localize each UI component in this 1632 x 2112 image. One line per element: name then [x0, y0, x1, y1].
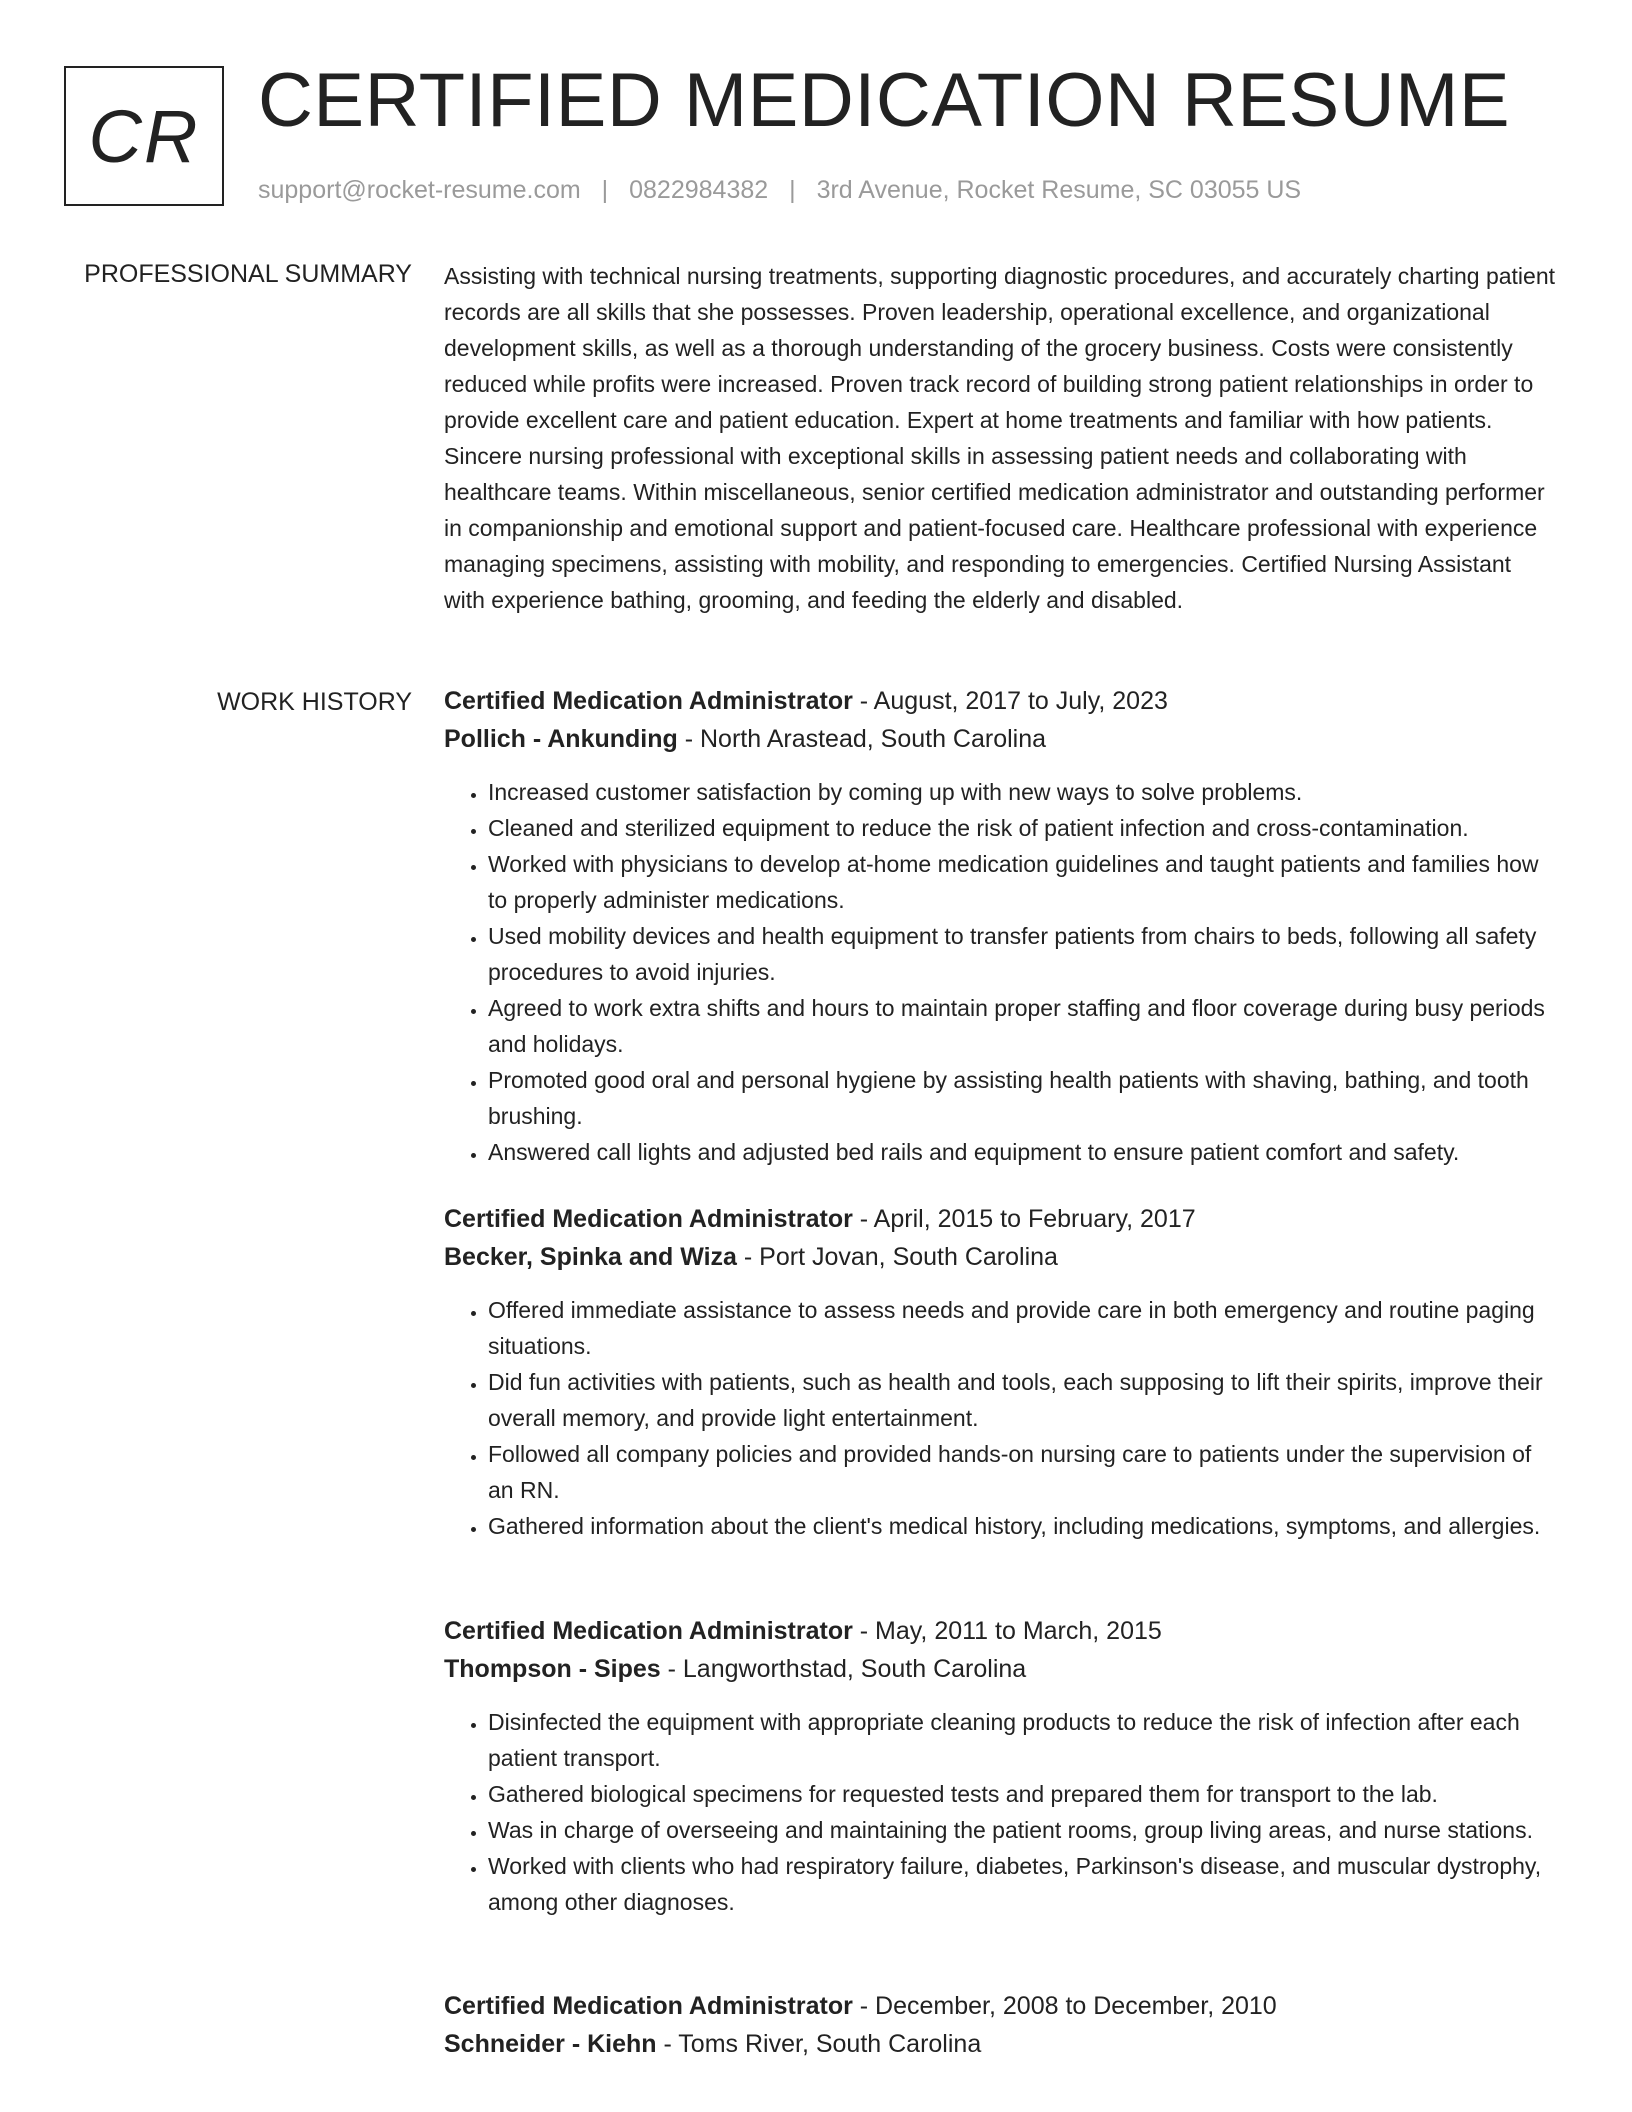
job-location: - Toms River, South Carolina [656, 2030, 982, 2058]
job-company: Schneider - Kiehn [444, 2030, 657, 2058]
summary-text: Assisting with technical nursing treatments, supporting diagnostic procedures, and accurately charting patient records are all skills that she possesses. Proven leadership, operational excellence, and organizational development skills, as well as a thorough understanding of the grocery business. Costs were consistently reduced while profits were increased. Proven track record of building strong patient relationships in order to provide excellent care and patient education. Expert at home treatments and familiar with how patients. Sincere nursing professional with exceptional skills in assessing patient needs and collaborating with healthcare teams. Within miscellaneous, senior certified medication administrator and outstanding performer in companionship and emotional support and patient-focused care. Healthcare professional with experience managing specimens, assisting with mobility, and responding to emergencies. Certified Nursing Assistant with experience bathing, grooming, and feeding the elderly and disabled. [444, 263, 1555, 613]
contact-phone: 0822984382 [629, 176, 769, 204]
contact-email: support@rocket-resume.com [258, 176, 581, 204]
work-history-heading: WORK HISTORY [217, 688, 412, 716]
job-entry [444, 1200, 1556, 1544]
job-entry [444, 682, 1556, 1170]
job-duty: • Promoted good oral and personal hygiene by assisting health patients with shaving, bathing, and tooth brushing. [488, 1062, 1556, 1134]
job-duty: • Agreed to work extra shifts and hours to maintain proper staffing and floor coverage during busy periods and holidays. [488, 990, 1556, 1062]
summary-heading: PROFESSIONAL SUMMARY [84, 260, 412, 288]
job-title-line [444, 1200, 1556, 1238]
job-duty: • Followed all company policies and provided hands-on nursing care to patients under the supervision of an RN. [488, 1436, 1556, 1508]
job-duty: • Worked with physicians to develop at-home medication guidelines and taught patients and families how to properly administer medications. [488, 846, 1556, 918]
job-duty: • Increased customer satisfaction by coming up with new ways to solve problems. [488, 774, 1556, 810]
job-duty: • Disinfected the equipment with appropriate cleaning products to reduce the risk of infection after each patient transport. [488, 1704, 1556, 1776]
job-title-line [444, 1987, 1556, 2025]
job-title: Certified Medication Administrator [444, 1617, 853, 1645]
job-location: - Port Jovan, South Carolina [736, 1243, 1058, 1271]
contact-line [258, 174, 1301, 206]
job-duty: • Did fun activities with patients, such as health and tools, each supposing to lift their spirits, improve their overall memory, and provide light entertainment. [488, 1364, 1556, 1436]
job-duty: • Was in charge of overseeing and maintaining the patient rooms, group living areas, and nurse stations. [488, 1812, 1556, 1848]
job-company-line [444, 2025, 1556, 2063]
job-company: Pollich - Ankunding [444, 725, 678, 753]
job-company-line [444, 720, 1556, 758]
job-entry [444, 1612, 1556, 1920]
job-duty: • Gathered biological specimens for requested tests and prepared them for transport to the lab. [488, 1776, 1556, 1812]
job-company-line [444, 1650, 1556, 1688]
job-duty: • Offered immediate assistance to assess needs and provide care in both emergency and routine paging situations. [488, 1292, 1556, 1364]
job-duty: • Cleaned and sterilized equipment to reduce the risk of patient infection and cross-contamination. [488, 810, 1556, 846]
job-title: Certified Medication Administrator [444, 1205, 853, 1233]
job-dates: - August, 2017 to July, 2023 [852, 687, 1168, 715]
job-dates: - April, 2015 to February, 2017 [852, 1205, 1196, 1233]
job-duty: • Answered call lights and adjusted bed rails and equipment to ensure patient comfort and safety. [488, 1134, 1556, 1170]
job-title-line [444, 682, 1556, 720]
contact-separator: | [601, 176, 609, 204]
monogram-badge: CR [64, 66, 224, 206]
job-duties-list [444, 1704, 1556, 1920]
contact-address: 3rd Avenue, Rocket Resume, SC 03055 US [816, 176, 1302, 204]
job-location: - Langworthstad, South Carolina [660, 1655, 1027, 1683]
job-title: Certified Medication Administrator [444, 1992, 853, 2020]
job-duty: • Gathered information about the client's medical history, including medications, symptoms, and allergies. [488, 1508, 1556, 1544]
job-location: - North Arastead, South Carolina [677, 725, 1047, 753]
job-company-line [444, 1238, 1556, 1276]
resume-title: CERTIFIED MEDICATION RESUME [258, 58, 1511, 143]
job-duty: • Worked with clients who had respiratory failure, diabetes, Parkinson's disease, and muscular dystrophy, among other diagnoses. [488, 1848, 1556, 1920]
job-dates: - May, 2011 to March, 2015 [852, 1617, 1162, 1645]
job-duties-list [444, 1292, 1556, 1544]
job-company: Thompson - Sipes [444, 1655, 661, 1683]
contact-separator: | [789, 176, 796, 204]
job-title: Certified Medication Administrator [444, 687, 853, 715]
job-entry [444, 1987, 1556, 2063]
job-dates: - December, 2008 to December, 2010 [852, 1992, 1277, 2020]
job-company: Becker, Spinka and Wiza [444, 1243, 737, 1271]
job-title-line [444, 1612, 1556, 1650]
job-duty: • Used mobility devices and health equipment to transfer patients from chairs to beds, following all safety procedures to avoid injuries. [488, 918, 1556, 990]
job-duties-list [444, 774, 1556, 1170]
